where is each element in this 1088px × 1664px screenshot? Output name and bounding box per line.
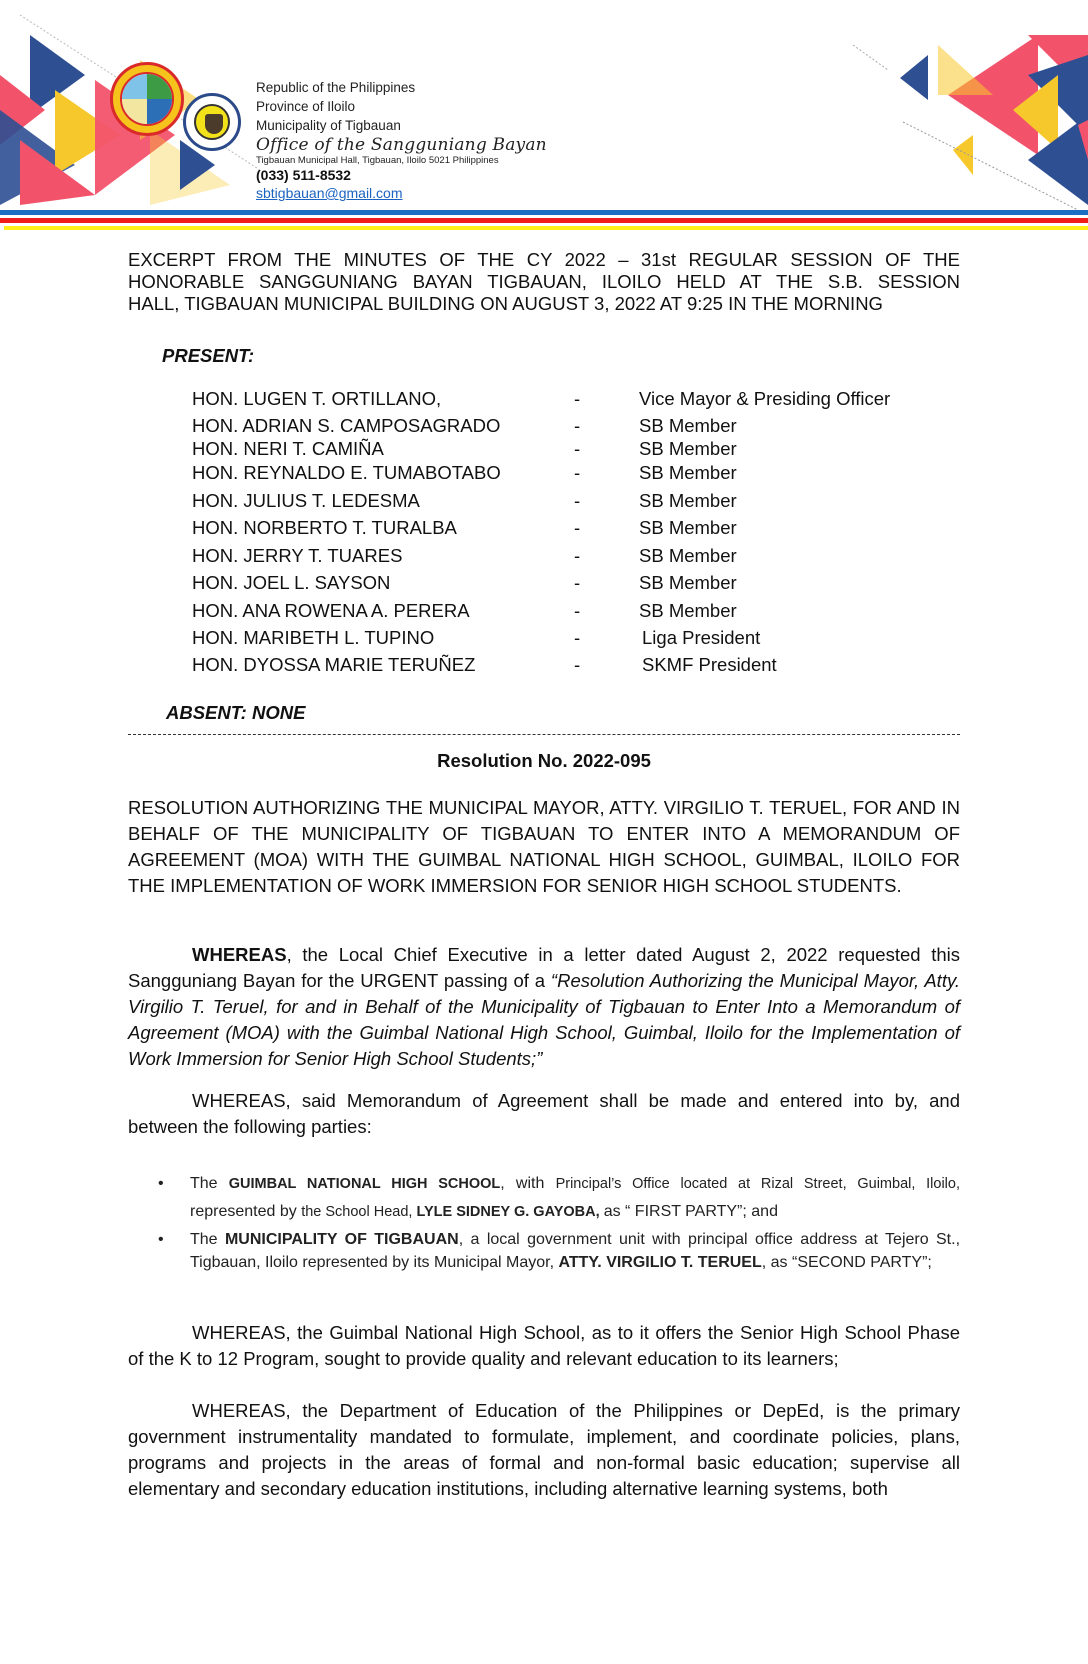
- office-phone: (033) 511-8532: [256, 167, 351, 183]
- header-stripe-blue: [0, 210, 1088, 215]
- party-first: • The GUIMBAL NATIONAL HIGH SCHOOL, with Principal’s Office located at Rizal Street, Guimbal, Iloilo, represented by the School Head, LYLE SIDNEY G. GAYOBA, as “ FIRST PARTY”; and: [150, 1170, 960, 1226]
- absent-label: ABSENT: NONE: [166, 702, 306, 723]
- separator-dash: -: [574, 517, 581, 538]
- header-stripe-red: [0, 218, 1088, 223]
- whereas-3-text: WHEREAS, the Guimbal National High School, as to it offers the Senior High School Phase of the K to 12 Program, sought to provide quality and relevant education to its learners;: [128, 1322, 960, 1369]
- separator-dash: -: [574, 438, 581, 459]
- whereas-1-quote: “Resolution Authorizing the Municipal Mayor, Atty. Virgilio T. Teruel, for and in Behalf of the Municipality of Tigbauan to Enter Into a Memorandum of Agreement (MOA) with the Guimbal National High School, Guimbal, Iloilo for the Implementation of Work Immersion for Senior High School Students;”: [128, 970, 960, 1069]
- member-role: SB Member: [639, 545, 737, 566]
- present-label: PRESENT:: [162, 345, 255, 366]
- office-address: Tigbauan Municipal Hall, Tigbauan, Iloilo 5021 Philippines: [256, 155, 499, 166]
- whereas-clause-4: [128, 1398, 960, 1502]
- member-role: SB Member: [639, 600, 737, 621]
- excerpt-heading: [128, 249, 960, 315]
- whereas-clause-2: [128, 1088, 960, 1140]
- member-role: Vice Mayor & Presiding Officer: [639, 388, 891, 409]
- resolution-number: Resolution No. 2022-095: [437, 750, 651, 771]
- member-name: HON. REYNALDO E. TUMABOTABO: [192, 462, 501, 483]
- parties-list: [150, 1170, 960, 1274]
- whereas-1-text: [128, 942, 960, 1072]
- whereas-1-body: , the Local Chief Executive in a letter dated August 2, 2022 requested this Sangguniang Bayan for the URGENT passing of a: [128, 944, 960, 991]
- office-email-link[interactable]: sbtigbauan@gmail.com: [256, 185, 403, 201]
- separator-dash: -: [574, 572, 581, 593]
- member-role: SB Member: [639, 462, 737, 483]
- separator-dash: -: [574, 627, 581, 648]
- separator-dash: -: [574, 654, 581, 675]
- member-name: HON. LUGEN T. ORTILLANO,: [192, 388, 442, 409]
- municipality-seal-icon: [110, 62, 184, 136]
- member-role: SB Member: [639, 517, 737, 538]
- whereas-2-text: WHEREAS, said Memorandum of Agreement shall be made and entered into by, and between the following parties:: [128, 1090, 960, 1137]
- whereas-clause-3: [128, 1320, 960, 1372]
- bullet-icon: •: [158, 1231, 164, 1248]
- member-name: HON. DYOSSA MARIE TERUÑEZ: [192, 654, 476, 675]
- dashed-divider: [128, 734, 960, 735]
- resolution-title-text: RESOLUTION AUTHORIZING THE MUNICIPAL MAYOR, ATTY. VIRGILIO T. TERUEL, FOR AND IN BEHALF OF THE MUNICIPALITY OF TIGBAUAN TO ENTER INTO A MEMORANDUM OF AGREEMENT (MOA) WITH THE GUIMBAL NATIONAL HIGH SCHOOL, GUIMBAL, ILOILO FOR THE IMPLEMENTATION OF WORK IMMERSION FOR SENIOR HIGH SCHOOL STUDENTS.: [128, 797, 960, 896]
- member-role: SB Member: [639, 415, 737, 436]
- office-name: Office of the Sangguniang Bayan: [256, 135, 547, 155]
- separator-dash: -: [574, 545, 581, 566]
- whereas-clause-1: [128, 942, 960, 1072]
- member-role: SB Member: [639, 572, 737, 593]
- header-stripe-yellow: [4, 226, 1088, 230]
- decorative-triangles-right: [788, 0, 1088, 215]
- separator-dash: -: [574, 600, 581, 621]
- municipality-line: Municipality of Tigbauan: [256, 118, 401, 133]
- member-name: HON. NERI T. CAMIÑA: [192, 438, 384, 459]
- party-second: • The MUNICIPALITY OF TIGBAUAN, a local government unit with principal office address at Tejero St., Tigbauan, Iloilo represented by its Municipal Mayor, ATTY. VIRGILIO T. TERUEL, as “SECOND PARTY”;: [150, 1228, 960, 1274]
- letterhead-text: [256, 78, 547, 202]
- member-name: HON. MARIBETH L. TUPINO: [192, 627, 435, 648]
- member-name: HON. JULIUS T. LEDESMA: [192, 490, 420, 511]
- excerpt-line-2: HONORABLE SANGGUNIANG BAYAN TIGBAUAN, ILOILO HELD AT THE S.B. SESSION: [128, 271, 960, 292]
- whereas-4-text: WHEREAS, the Department of Education of the Philippines or DepEd, is the primary government instrumentality mandated to formulate, implement, and coordinate policies, plans, programs and projects in the areas of formal and non-formal basic education; supervise all elementary and secondary education institutions, including alternative learning systems, both: [128, 1400, 960, 1499]
- separator-dash: -: [574, 490, 581, 511]
- member-name: HON. JOEL L. SAYSON: [192, 572, 391, 593]
- member-name: HON. NORBERTO T. TURALBA: [192, 517, 457, 538]
- member-name: HON. ANA ROWENA A. PERERA: [192, 600, 470, 621]
- letterhead-header: [0, 0, 1088, 235]
- member-role: SB Member: [639, 490, 737, 511]
- republic-line: Republic of the Philippines: [256, 80, 416, 95]
- bullet-icon: •: [158, 1175, 164, 1192]
- member-name: HON. ADRIAN S. CAMPOSAGRADO: [192, 415, 501, 436]
- sangguniang-bayan-seal-icon: [183, 93, 241, 151]
- separator-dash: -: [574, 462, 581, 483]
- member-role: SKMF President: [642, 654, 777, 675]
- separator-dash: -: [574, 415, 581, 436]
- member-name: HON. JERRY T. TUARES: [192, 545, 403, 566]
- resolution-title: [128, 795, 960, 899]
- excerpt-line-1: EXCERPT FROM THE MINUTES OF THE CY 2022 – 31st REGULAR SESSION OF THE: [128, 249, 960, 270]
- separator-dash: -: [574, 388, 581, 409]
- member-role: Liga President: [642, 627, 761, 648]
- whereas-lead: WHEREAS: [192, 944, 287, 965]
- province-line: Province of Iloilo: [256, 99, 356, 114]
- member-role: SB Member: [639, 438, 737, 459]
- excerpt-line-3: HALL, TIGBAUAN MUNICIPAL BUILDING ON AUGUST 3, 2022 AT 9:25 IN THE MORNING: [128, 293, 883, 314]
